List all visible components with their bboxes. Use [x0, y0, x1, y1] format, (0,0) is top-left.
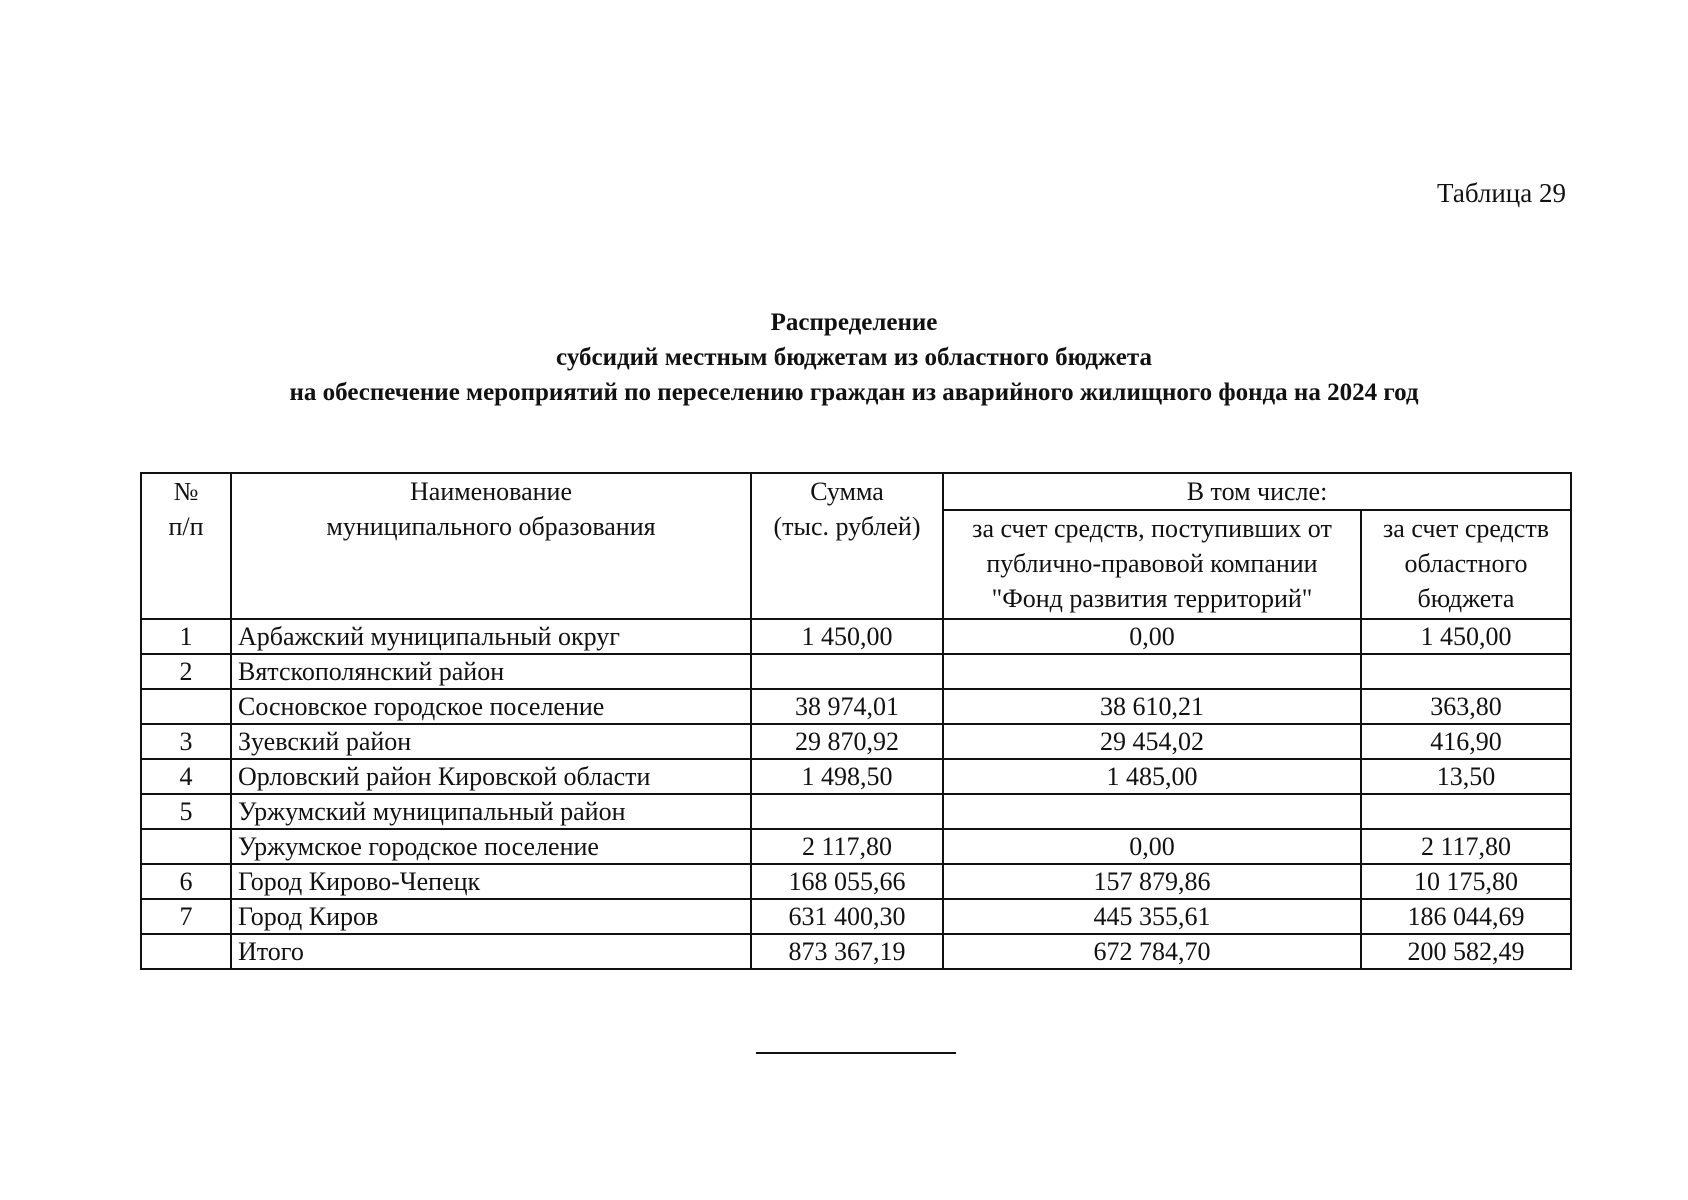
- row-number: [141, 934, 231, 969]
- row-municipality-name: Арбажский муниципальный округ: [231, 619, 751, 654]
- row-fund-amount: 0,00: [943, 829, 1361, 864]
- title-line-2: субсидий местным бюджетам из областного бюджета: [556, 344, 1152, 371]
- row-regional-amount: [1361, 794, 1571, 829]
- subsidy-table: [140, 472, 1572, 970]
- header-sum-line1: Сумма: [810, 477, 884, 506]
- title-line-3: на обеспечение мероприятий по переселению граждан из аварийного жилищного фонда на 2024 год: [289, 379, 1419, 406]
- row-number: 4: [141, 759, 231, 794]
- row-regional-amount: 10 175,80: [1361, 864, 1571, 899]
- table-row: [141, 724, 1571, 759]
- table-row: [141, 689, 1571, 724]
- title-line-1: Распределение: [770, 309, 938, 336]
- row-number: 1: [141, 619, 231, 654]
- header-including: В том числе:: [943, 473, 1571, 510]
- header-number-line1: №: [173, 477, 199, 506]
- header-sum: [751, 473, 943, 619]
- header-regional: за счет средств областного бюджета: [1361, 510, 1571, 619]
- row-number: [141, 829, 231, 864]
- row-regional-amount: 186 044,69: [1361, 899, 1571, 934]
- row-number: [141, 689, 231, 724]
- row-municipality-name: Уржумское городское поселение: [231, 829, 751, 864]
- row-municipality-name: Город Киров: [231, 899, 751, 934]
- row-municipality-name: Город Кирово-Чепецк: [231, 864, 751, 899]
- row-sum: 29 870,92: [751, 724, 943, 759]
- row-municipality-name: Сосновское городское поселение: [231, 689, 751, 724]
- row-municipality-name: Зуевский район: [231, 724, 751, 759]
- header-number: [141, 473, 231, 619]
- row-fund-amount: [943, 794, 1361, 829]
- row-fund-amount: 672 784,70: [943, 934, 1361, 969]
- header-sum-line2: (тыс. рублей): [773, 512, 921, 541]
- header-name-line1: Наименование: [410, 477, 572, 506]
- row-regional-amount: 13,50: [1361, 759, 1571, 794]
- row-number: 5: [141, 794, 231, 829]
- row-number: 2: [141, 654, 231, 689]
- row-fund-amount: 0,00: [943, 619, 1361, 654]
- row-sum: 2 117,80: [751, 829, 943, 864]
- row-regional-amount: 1 450,00: [1361, 619, 1571, 654]
- row-fund-amount: 445 355,61: [943, 899, 1361, 934]
- table-body: [141, 619, 1571, 969]
- row-sum: 873 367,19: [751, 934, 943, 969]
- row-regional-amount: 2 117,80: [1361, 829, 1571, 864]
- row-municipality-name: Вятскополянский район: [231, 654, 751, 689]
- row-sum: 38 974,01: [751, 689, 943, 724]
- bottom-rule: [756, 1052, 956, 1054]
- table-row: [141, 759, 1571, 794]
- row-number: 7: [141, 899, 231, 934]
- document-title: [0, 305, 1688, 410]
- row-sum: 631 400,30: [751, 899, 943, 934]
- row-sum: [751, 794, 943, 829]
- row-number: 6: [141, 864, 231, 899]
- table-row: [141, 794, 1571, 829]
- row-municipality-name: Итого: [231, 934, 751, 969]
- header-fund: за счет средств, поступивших от публично-правовой компании "Фонд развития территорий": [943, 510, 1361, 619]
- row-fund-amount: 157 879,86: [943, 864, 1361, 899]
- row-regional-amount: 416,90: [1361, 724, 1571, 759]
- row-fund-amount: 38 610,21: [943, 689, 1361, 724]
- table-number-label: Таблица 29: [1437, 178, 1566, 208]
- table-row: [141, 654, 1571, 689]
- row-sum: 1 498,50: [751, 759, 943, 794]
- row-regional-amount: [1361, 654, 1571, 689]
- table-row: [141, 899, 1571, 934]
- table-row: [141, 864, 1571, 899]
- row-fund-amount: [943, 654, 1361, 689]
- row-fund-amount: 1 485,00: [943, 759, 1361, 794]
- row-sum: [751, 654, 943, 689]
- row-regional-amount: 363,80: [1361, 689, 1571, 724]
- row-regional-amount: 200 582,49: [1361, 934, 1571, 969]
- row-municipality-name: Уржумский муниципальный район: [231, 794, 751, 829]
- row-sum: 1 450,00: [751, 619, 943, 654]
- header-name: [231, 473, 751, 619]
- row-number: 3: [141, 724, 231, 759]
- table-row: [141, 934, 1571, 969]
- header-name-line2: муниципального образования: [326, 512, 656, 541]
- table-row: [141, 619, 1571, 654]
- row-sum: 168 055,66: [751, 864, 943, 899]
- table-row: [141, 829, 1571, 864]
- row-fund-amount: 29 454,02: [943, 724, 1361, 759]
- header-number-line2: п/п: [168, 512, 204, 541]
- row-municipality-name: Орловский район Кировской области: [231, 759, 751, 794]
